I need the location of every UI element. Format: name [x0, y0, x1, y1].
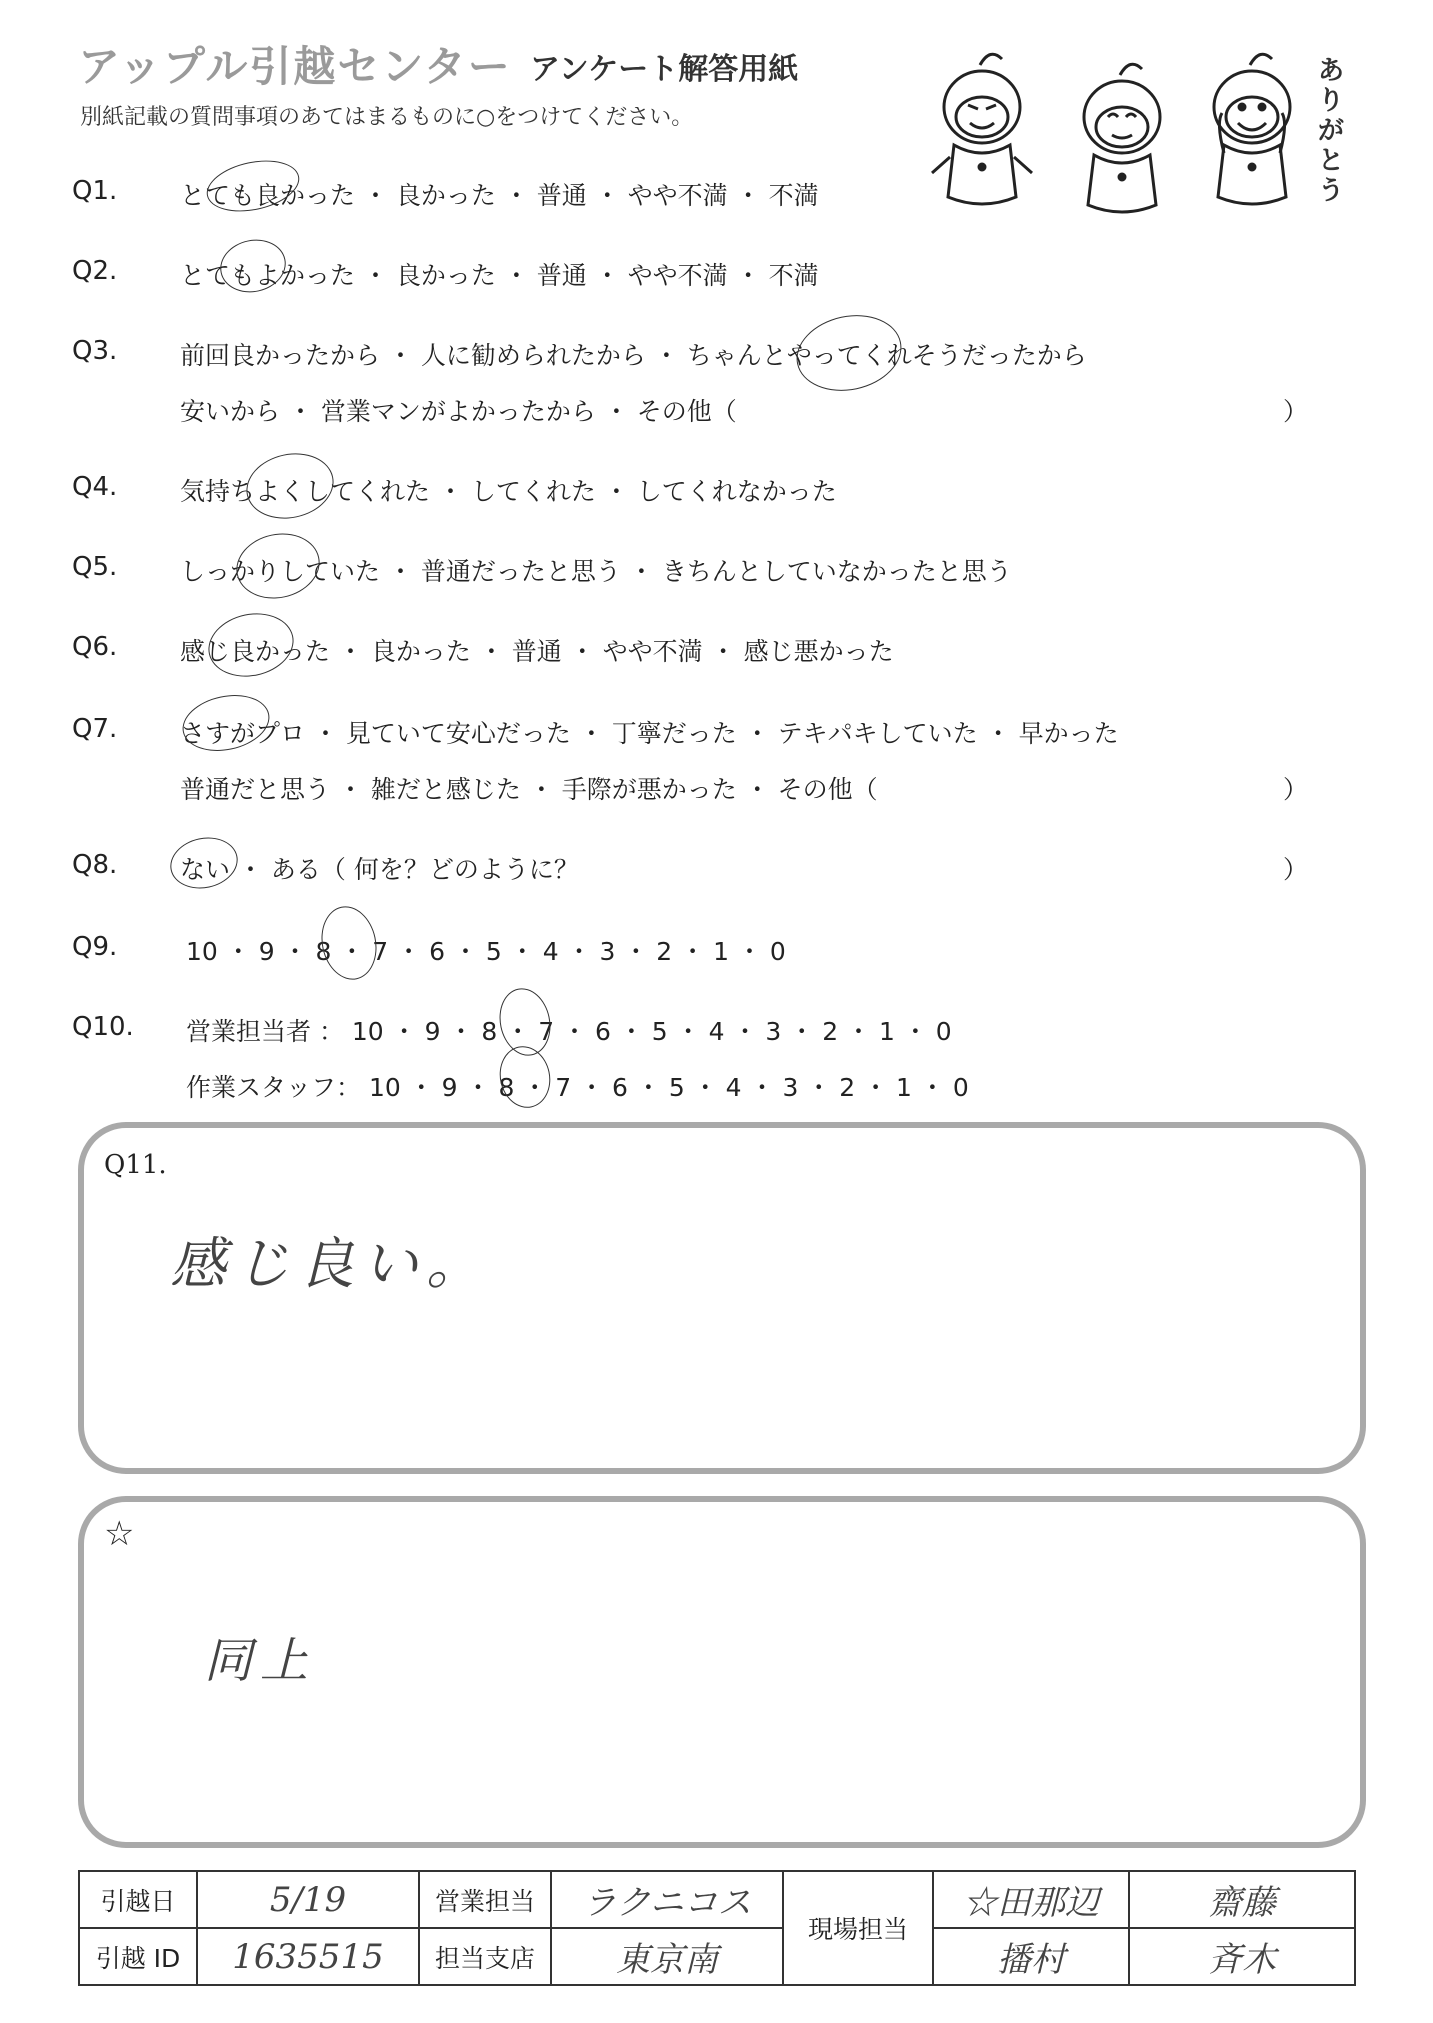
- mascot-caption: ありがとう: [1318, 56, 1345, 206]
- question-label: Q3.: [72, 336, 118, 366]
- question-label: Q2.: [72, 256, 118, 286]
- question-label: Q8.: [72, 850, 118, 880]
- mascot-3: [1214, 54, 1290, 204]
- site-staff-4: 斉木: [1129, 1928, 1355, 1985]
- question-options: しっかりしていた ・ 普通だったと思う ・ きちんとしていなかったと思う: [180, 557, 1012, 586]
- mascot-1: [932, 54, 1032, 204]
- question-options-line-2: 安いから ・ 営業マンがよかったから ・ その他（: [180, 397, 737, 426]
- question-label: Q10.: [72, 1012, 134, 1042]
- question-options: 気持ちよくしてくれた ・ してくれた ・ してくれなかった: [180, 477, 837, 506]
- question-label: Q4.: [72, 472, 118, 502]
- question-label: Q5.: [72, 552, 118, 582]
- sales-rep-label: 営業担当: [419, 1871, 551, 1928]
- star-handwritten-answer: 同上: [204, 1633, 317, 1689]
- answer-circle: [240, 446, 339, 527]
- answer-circle: [315, 901, 383, 985]
- move-id-value: 1635515: [197, 1928, 419, 1985]
- question-options: とても良かった ・ 良かった ・ 普通 ・ やや不満 ・ 不満: [180, 181, 819, 210]
- star-label: ☆: [104, 1514, 135, 1554]
- answer-circle: [789, 306, 908, 400]
- question-options-sales: 営業担当者 ： 10 ・ 9 ・ 8 ・ 7 ・ 6 ・ 5 ・ 4 ・ 3 ・ 2 ・ 1 ・ 0: [186, 1017, 952, 1046]
- question-label: Q6.: [72, 632, 118, 662]
- sales-rep-value: ラクニコス: [551, 1871, 783, 1928]
- form-instruction: 別紙記載の質問事項のあてはまるものに○をつけてください。: [80, 105, 694, 130]
- paren-close: ）: [1283, 775, 1309, 804]
- site-staff-3: 播村: [933, 1928, 1129, 1985]
- answer-circle: [202, 606, 299, 685]
- move-date-label: 引越日: [79, 1871, 197, 1928]
- question-label: Q7.: [72, 714, 118, 744]
- question-options-line-2: 普通だと思う ・ 雑だと感じた ・ 手際が悪かった ・ その他（: [180, 775, 878, 804]
- question-options: 前回良かったから ・ 人に勧められたから ・ ちゃんとやってくれそうだったから: [180, 341, 1087, 370]
- answer-circle: [230, 526, 325, 606]
- question-options: さすがプロ ・ 見ていて安心だった ・ 丁寧だった ・ テキパキしていた ・ 早かった: [180, 719, 1119, 748]
- question-label: Q1.: [72, 176, 118, 206]
- branch-value: 東京南: [551, 1928, 783, 1985]
- move-id-label: 引越 ID: [79, 1928, 197, 1985]
- site-staff-label: 現場担当: [783, 1871, 933, 1985]
- form-subtitle: アンケート解答用紙: [530, 52, 799, 87]
- question-options-staff: 作業スタッフ： 10 ・ 9 ・ 8 ・ 7 ・ 6 ・ 5 ・ 4 ・ 3 ・ 2 ・ 1 ・ 0: [186, 1073, 969, 1102]
- question-options: 感じ良かった ・ 良かった ・ 普通 ・ やや不満 ・ 感じ悪かった: [180, 637, 894, 666]
- paren-close: ）: [1283, 397, 1309, 426]
- question-options: とてもよかった ・ 良かった ・ 普通 ・ やや不満 ・ 不満: [180, 261, 819, 290]
- mascot-illustration: [890, 45, 1350, 215]
- question-label: Q9.: [72, 932, 118, 962]
- form-title: アップル引越センター: [78, 42, 512, 91]
- branch-label: 担当支店: [419, 1928, 551, 1985]
- q11-comment-box: [78, 1122, 1366, 1474]
- question-options: 10 ・ 9 ・ 8 ・ 7 ・ 6 ・ 5 ・ 4 ・ 3 ・ 2 ・ 1 ・ 0: [186, 937, 786, 966]
- paren-close: ）: [1283, 855, 1309, 884]
- site-staff-2: 齋藤: [1129, 1871, 1355, 1928]
- q11-handwritten-answer: 感じ良い。: [170, 1232, 490, 1297]
- q11-label: Q11.: [104, 1150, 167, 1180]
- star-comment-box: [78, 1496, 1366, 1848]
- site-staff-1: ☆田那辺: [933, 1871, 1129, 1928]
- question-options: ない ・ ある（ 何を？どのように？: [180, 855, 579, 884]
- moving-info-table: [78, 1870, 1356, 1986]
- move-date-value: 5/19: [197, 1871, 419, 1928]
- mascot-2: [1084, 64, 1160, 212]
